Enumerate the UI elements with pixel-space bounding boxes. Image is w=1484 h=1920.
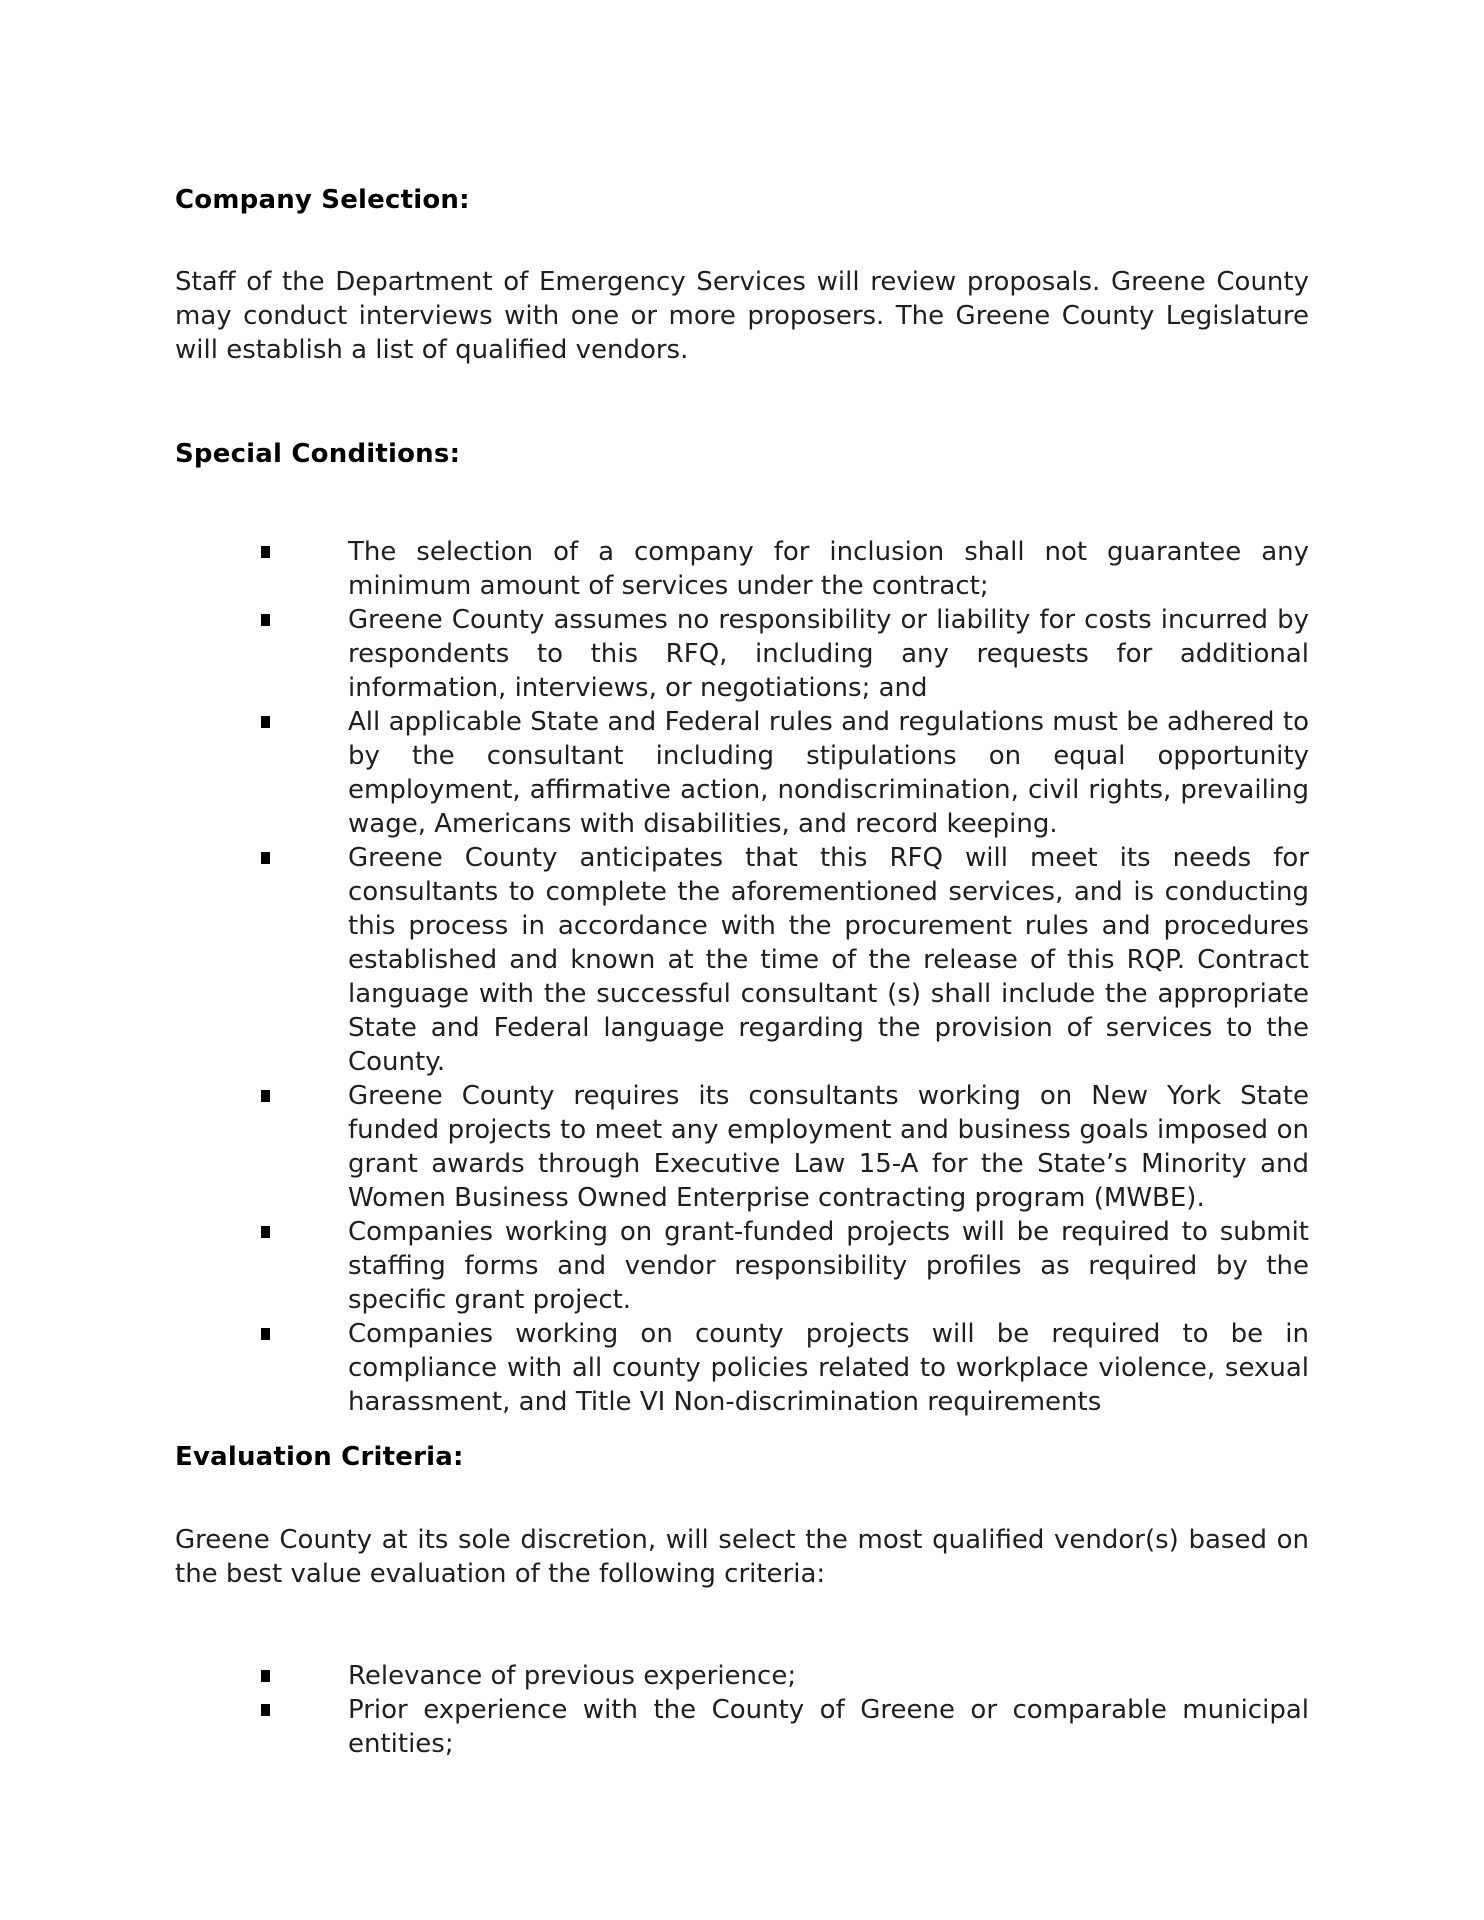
list-item xyxy=(348,603,1309,705)
special-conditions-list xyxy=(175,535,1309,1419)
list-item xyxy=(348,841,1309,1079)
bullet-square-icon xyxy=(261,614,270,626)
list-item xyxy=(348,1659,1309,1693)
company-selection-paragraph: Staff of the Department of Emergency Services will review proposals. Greene County may conduct interviews with one or more proposers. The Greene County Legislature will establish a list of qualified vendors. xyxy=(175,267,1309,365)
list-item-text: Prior experience with the County of Greene or comparable municipal entities; xyxy=(348,1695,1309,1759)
list-item-text: All applicable State and Federal rules and regulations must be adhered to by the consultant including stipulations on equal opportunity employment, affirmative action, nondiscrimination, civil rights, prevailing wage, Americans with disabilities, and record keeping. xyxy=(348,707,1309,839)
bullet-square-icon xyxy=(261,1226,270,1238)
list-item-text: Relevance of previous experience; xyxy=(348,1661,797,1691)
evaluation-criteria-list xyxy=(175,1659,1309,1761)
bullet-square-icon xyxy=(261,1090,270,1102)
list-item xyxy=(348,1215,1309,1317)
list-item xyxy=(348,1317,1309,1419)
list-item-text: The selection of a company for inclusion shall not guarantee any minimum amount of services under the contract; xyxy=(348,537,1309,601)
list-item-text: Greene County assumes no responsibility or liability for costs incurred by respondents to this RFQ, including any requests for additional information, interviews, or negotiations; and xyxy=(348,605,1309,703)
section-heading-company-selection: Company Selection: xyxy=(175,185,470,215)
list-item xyxy=(348,1079,1309,1215)
list-item-text: Greene County anticipates that this RFQ will meet its needs for consultants to complete the aforementioned services, and is conducting this process in accordance with the procurement rules and procedures established and known at the time of the release of this RQP. Contract language with the successful consultant (s) shall include the appropriate State and Federal language regarding the provision of services to the County. xyxy=(348,843,1309,1077)
list-item xyxy=(348,705,1309,841)
bullet-square-icon xyxy=(261,1704,270,1716)
bullet-square-icon xyxy=(261,1328,270,1340)
section-heading-special-conditions: Special Conditions: xyxy=(175,439,461,469)
list-item xyxy=(348,1693,1309,1761)
bullet-square-icon xyxy=(261,852,270,864)
section-heading-evaluation-criteria: Evaluation Criteria: xyxy=(175,1442,464,1472)
bullet-square-icon xyxy=(261,1670,270,1682)
list-item-text: Companies working on county projects will be required to be in compliance with all county policies related to workplace violence, sexual harassment, and Title VI Non-discrimination requirements xyxy=(348,1319,1309,1417)
bullet-square-icon xyxy=(261,716,270,728)
evaluation-criteria-paragraph: Greene County at its sole discretion, will select the most qualified vendor(s) based on the best value evaluation of the following criteria: xyxy=(175,1525,1309,1589)
list-item xyxy=(348,535,1309,603)
bullet-square-icon xyxy=(261,546,270,558)
list-item-text: Companies working on grant-funded projects will be required to submit staffing forms and vendor responsibility profiles as required by the specific grant project. xyxy=(348,1217,1309,1315)
list-item-text: Greene County requires its consultants working on New York State funded projects to meet any employment and business goals imposed on grant awards through Executive Law 15-A for the State’s Minority and Women Business Owned Enterprise contracting program (MWBE). xyxy=(348,1081,1309,1213)
